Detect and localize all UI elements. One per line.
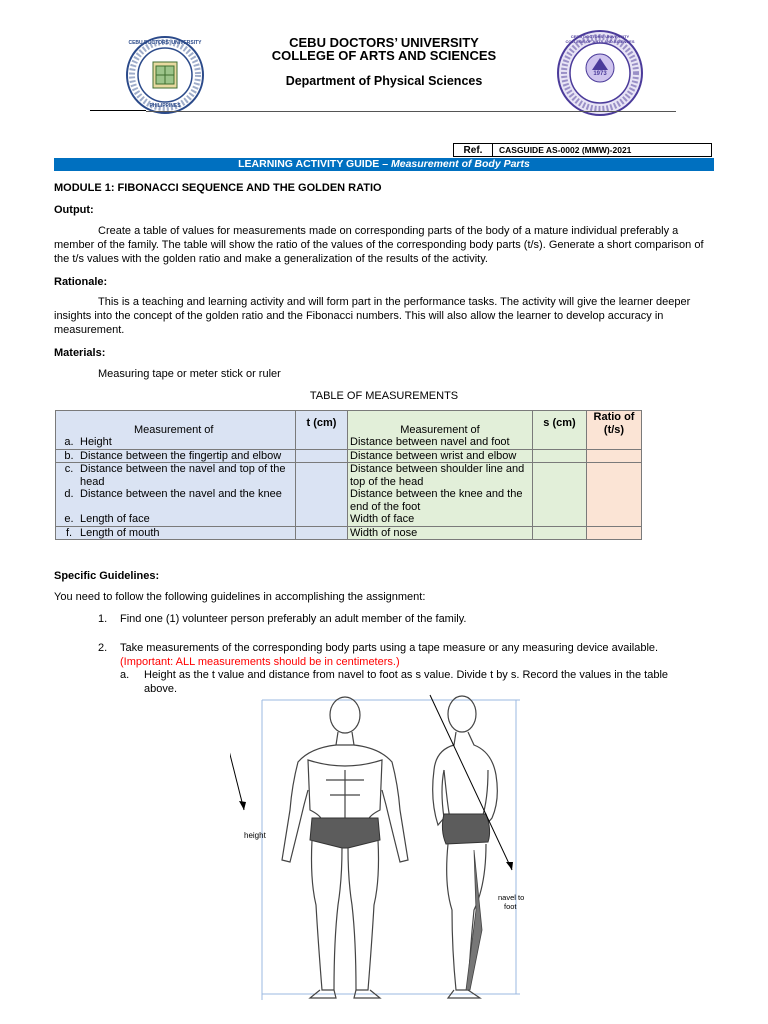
figure-label-height: height — [244, 831, 266, 840]
ref-value: CASGUIDE AS-0002 (MMW)-2021 — [499, 145, 632, 155]
cell-t-value[interactable] — [296, 526, 348, 540]
row-measure-s: Width of face — [348, 513, 533, 526]
row-measure-s: Distance between the knee and the end of the foot — [348, 488, 533, 513]
guideline-note: (Important: ALL measurements should be in centimeters.) — [120, 656, 400, 668]
guideline-item-2 — [98, 641, 714, 669]
ref-box — [453, 143, 712, 157]
module-title: MODULE 1: FIBONACCI SEQUENCE AND THE GOLDEN RATIO — [54, 182, 382, 194]
header-measurement-s: Measurement of — [400, 423, 480, 436]
subitem-text: Height as the t value and distance from navel to foot as s value. Divide t by s. Record the values in the table above. — [144, 669, 669, 695]
activity-banner — [54, 158, 714, 171]
rationale-heading: Rationale: — [54, 276, 108, 288]
guideline-text: Find one (1) volunteer person preferably an adult member of the family. — [120, 613, 467, 625]
table-row — [56, 526, 642, 540]
subitem-letter: a. — [120, 669, 130, 681]
header-s-cm: s (cm) — [533, 411, 587, 437]
output-text: Create a table of values for measurements made on corresponding parts of the body of a mature individual preferably a member of the family. The table will show the ratio of the values of the corresponding body parts (t/s). Generate a short comparison of the t/s values with the golden ratio and make a generalization of the results of the activity. — [54, 225, 704, 265]
row-measure-t: Length of face — [80, 513, 150, 525]
row-measure-t: Length of mouth — [80, 526, 160, 539]
height-arrow — [230, 695, 244, 810]
table-header-row — [56, 411, 642, 437]
guideline-item-1 — [98, 612, 714, 626]
row-measure-s: Distance between shoulder line and top of the head — [348, 463, 533, 489]
cell-ratio-value[interactable] — [587, 436, 642, 449]
row-letter: d. — [64, 488, 74, 500]
front-body-figure — [282, 697, 408, 998]
department-name: Department of Physical Sciences — [285, 74, 483, 88]
row-measure-s: Distance between wrist and elbow — [348, 449, 533, 463]
row-measure-s: Distance between navel and foot — [348, 436, 533, 449]
left-seal-ring-text: CEBU DOCTORS' UNIVERSITY — [128, 40, 202, 46]
body-figure — [230, 690, 530, 1024]
ref-label: Ref. — [454, 144, 493, 156]
guideline-number: 1. — [98, 613, 108, 625]
materials-heading: Materials: — [54, 347, 106, 359]
header-rule — [146, 111, 676, 112]
cell-t-value[interactable] — [296, 449, 348, 463]
cell-s-value[interactable] — [533, 436, 587, 449]
banner-prefix: LEARNING ACTIVITY GUIDE – — [238, 158, 391, 170]
table-row — [56, 436, 642, 449]
cell-s-value[interactable] — [533, 463, 587, 527]
rationale-text: This is a teaching and learning activity and will form part in the performance tasks. The activity will give the learner deeper insights into the concept of the golden ratio and the Fibonacci numbers. This will also allow the learner to develop accuracy in measurement. — [54, 296, 691, 336]
measurements-table — [55, 410, 642, 540]
guidelines-intro: You need to follow the following guidelines in accomplishing the assignment: — [54, 591, 426, 603]
figure-label-navel-2: foot — [504, 902, 517, 911]
row-letter: f. — [65, 526, 73, 539]
row-measure-s: Width of nose — [348, 526, 533, 540]
figure-label-navel-1: navel to — [498, 893, 525, 902]
table-title: TABLE OF MEASUREMENTS — [309, 390, 459, 402]
header-t-cm: t (cm) — [296, 411, 348, 437]
row-letter: e. — [64, 513, 74, 525]
table-row — [56, 463, 642, 489]
row-measure-t: Distance between the fingertip and elbow — [80, 449, 282, 462]
cell-t-value[interactable] — [296, 436, 348, 449]
cell-ratio-value[interactable] — [587, 526, 642, 540]
university-name: CEBU DOCTORS’ UNIVERSITY — [289, 35, 479, 50]
right-seal-ring-text: CEBU DOCTORS' UNIVERSITY COLLEGE OF ARTS AND SCIENCES — [565, 34, 635, 44]
guidelines-heading: Specific Guidelines: — [54, 570, 160, 582]
output-heading: Output: — [54, 204, 94, 216]
guideline-number: 2. — [98, 642, 108, 654]
cell-ratio-value[interactable] — [587, 449, 642, 463]
row-letter: c. — [64, 463, 74, 475]
row-measure-t: Height — [80, 436, 112, 448]
banner-title: Measurement of Body Parts — [390, 158, 530, 170]
college-name: COLLEGE OF ARTS AND SCIENCES — [271, 48, 497, 63]
table-row — [56, 449, 642, 463]
guideline-text: Take measurements of the corresponding body parts using a tape measure or any measuring device available. — [120, 642, 659, 654]
row-measure-t: Distance between the navel and the knee — [80, 488, 282, 500]
header-ratio: Ratio of (t/s) — [587, 411, 642, 437]
row-letter: b. — [64, 449, 74, 462]
row-measure-t: Distance between the navel and top of the head — [80, 463, 286, 488]
cell-ratio-value[interactable] — [587, 463, 642, 527]
materials-text: Measuring tape or meter stick or ruler — [98, 368, 281, 380]
navel-arrow-head — [506, 862, 513, 870]
left-seal-bottom-text: PHILIPPINES — [149, 103, 181, 109]
header-rule-dark — [90, 110, 146, 111]
side-body-figure — [433, 696, 498, 998]
cell-s-value[interactable] — [533, 526, 587, 540]
right-seal-year: 1973 — [593, 71, 607, 77]
cell-t-value[interactable] — [296, 463, 348, 527]
row-letter: a. — [64, 436, 74, 448]
cell-s-value[interactable] — [533, 449, 587, 463]
height-arrow-head — [239, 801, 246, 810]
header-measurement-t: Measurement of — [134, 423, 214, 436]
